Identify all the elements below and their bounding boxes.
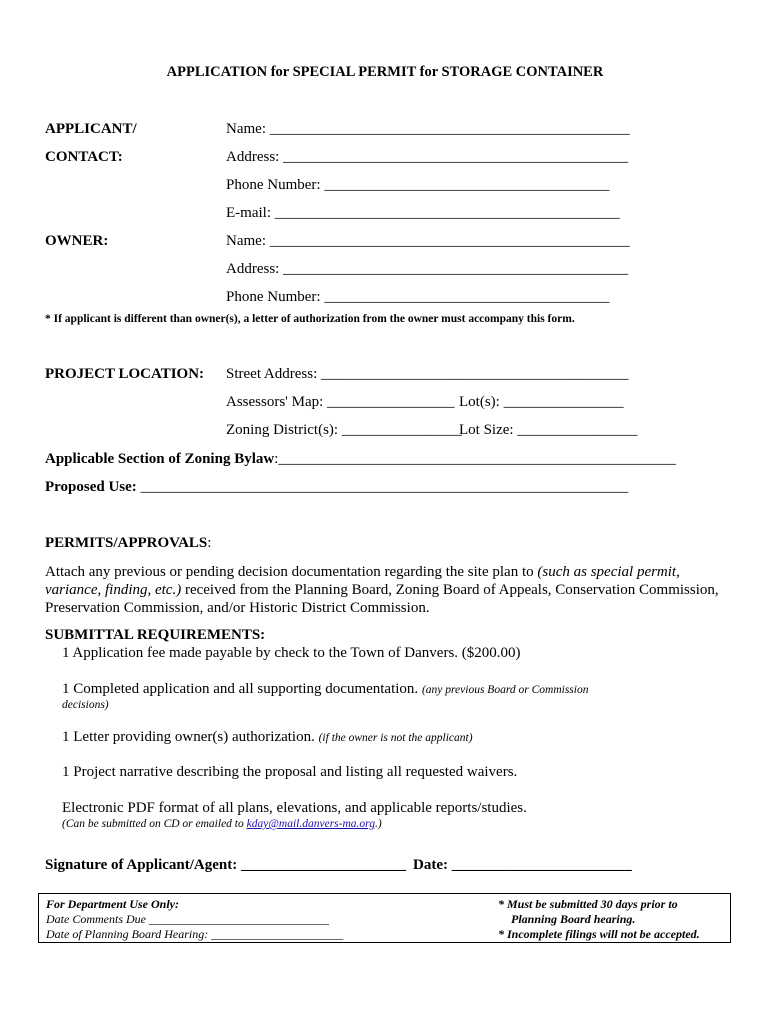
proposed-use-line: _________________________________________________________________ (136, 479, 629, 495)
signature-field[interactable]: Signature of Applicant/Agent: ______________________ (45, 857, 406, 873)
submittal-item-application-note: (any previous Board or Commission (421, 684, 589, 696)
contact-label: CONTACT: (45, 149, 123, 165)
submittal-item-letter-note: (if the owner is not the applicant) (318, 732, 473, 744)
submittal-item-application (62, 681, 588, 698)
submittal-item-application-text: 1 Completed application and all supporting documentation. (62, 681, 422, 697)
applicant-label: APPLICANT/ (45, 121, 137, 137)
pdf-note-text: (Can be submitted on CD or emailed to (62, 818, 247, 830)
owner-label: OWNER: (45, 233, 109, 249)
zoning-bylaw-line: :_____________________________________________________ (274, 451, 676, 467)
hearing-date-field[interactable]: Date of Planning Board Hearing: ______________________ (46, 927, 344, 941)
zoning-bylaw-label: Applicable Section of Zoning Bylaw (45, 451, 275, 467)
deadline-note: * Must be submitted 30 days prior to (498, 897, 678, 911)
applicant-address-field[interactable]: Address: ______________________________________________ (226, 149, 629, 165)
street-address-field[interactable]: Street Address: _________________________________________ (226, 366, 629, 382)
submittal-item-fee: 1 Application fee made payable by check to the Town of Danvers. ($200.00) (62, 645, 521, 661)
lots-field[interactable]: Lot(s): ________________ (459, 394, 624, 410)
owner-name-field[interactable]: Name: ________________________________________________ (226, 233, 630, 249)
permits-heading-text: PERMITS/APPROVALS (45, 535, 208, 551)
proposed-use-field[interactable] (45, 479, 628, 496)
owner-address-field[interactable]: Address: ______________________________________________ (226, 261, 629, 277)
submittal-item-pdf-note (62, 818, 382, 830)
permits-heading-colon: : (207, 535, 212, 551)
submittal-item-letter-text: 1 Letter providing owner(s) authorization. (62, 729, 319, 745)
zoning-district-field[interactable]: Zoning District(s): ________________ (226, 422, 462, 438)
assessors-map-field[interactable]: Assessors' Map: _________________ (226, 394, 455, 410)
permits-text-italic: (such as special permit, variance, finding, etc.) (45, 564, 680, 598)
form-title: APPLICATION for SPECIAL PERMIT for STORAGE CONTAINER (166, 64, 604, 80)
pdf-note-end: .) (374, 818, 382, 830)
zoning-bylaw-field[interactable] (45, 451, 676, 468)
applicant-phone-field[interactable]: Phone Number: ______________________________________ (226, 177, 610, 193)
date-field[interactable]: Date: ________________________ (413, 857, 632, 873)
submittal-item-application-note-cont: decisions) (62, 699, 109, 711)
authorization-note: * If applicant is different than owner(s), a letter of authorization from the owner must accompany this form. (45, 313, 575, 325)
deadline-note-cont: Planning Board hearing. (511, 912, 636, 926)
submittal-item-narrative: 1 Project narrative describing the proposal and listing all requested waivers. (62, 764, 518, 780)
lot-size-field[interactable]: Lot Size: ________________ (459, 422, 638, 438)
permits-text-a: Attach any previous or pending decision documentation regarding the site plan to (45, 564, 538, 580)
permits-heading (45, 535, 211, 552)
email-link[interactable]: kday@mail.danvers-ma.org (246, 818, 375, 830)
applicant-name-field[interactable]: Name: ________________________________________________ (226, 121, 630, 137)
submittal-heading: SUBMITTAL REQUIREMENTS: (45, 627, 266, 643)
incomplete-filings-note: * Incomplete filings will not be accepted. (498, 927, 700, 941)
project-location-label: PROJECT LOCATION: (45, 366, 205, 382)
applicant-email-field[interactable]: E-mail: ______________________________________________ (226, 205, 620, 221)
proposed-use-label: Proposed Use: (45, 479, 137, 495)
comments-due-field[interactable]: Date Comments Due ______________________________ (46, 912, 329, 926)
permits-text-b: received from the Planning Board, Zoning Board of Appeals, Conservation Commission, Preservation Commission, and/or Historic District Commission. (45, 582, 719, 616)
owner-phone-field[interactable]: Phone Number: ______________________________________ (226, 289, 610, 305)
submittal-item-letter (62, 729, 473, 746)
department-use-heading: For Department Use Only: (46, 897, 179, 911)
permits-paragraph (45, 563, 735, 617)
submittal-item-pdf: Electronic PDF format of all plans, elevations, and applicable reports/studies. (62, 800, 527, 816)
